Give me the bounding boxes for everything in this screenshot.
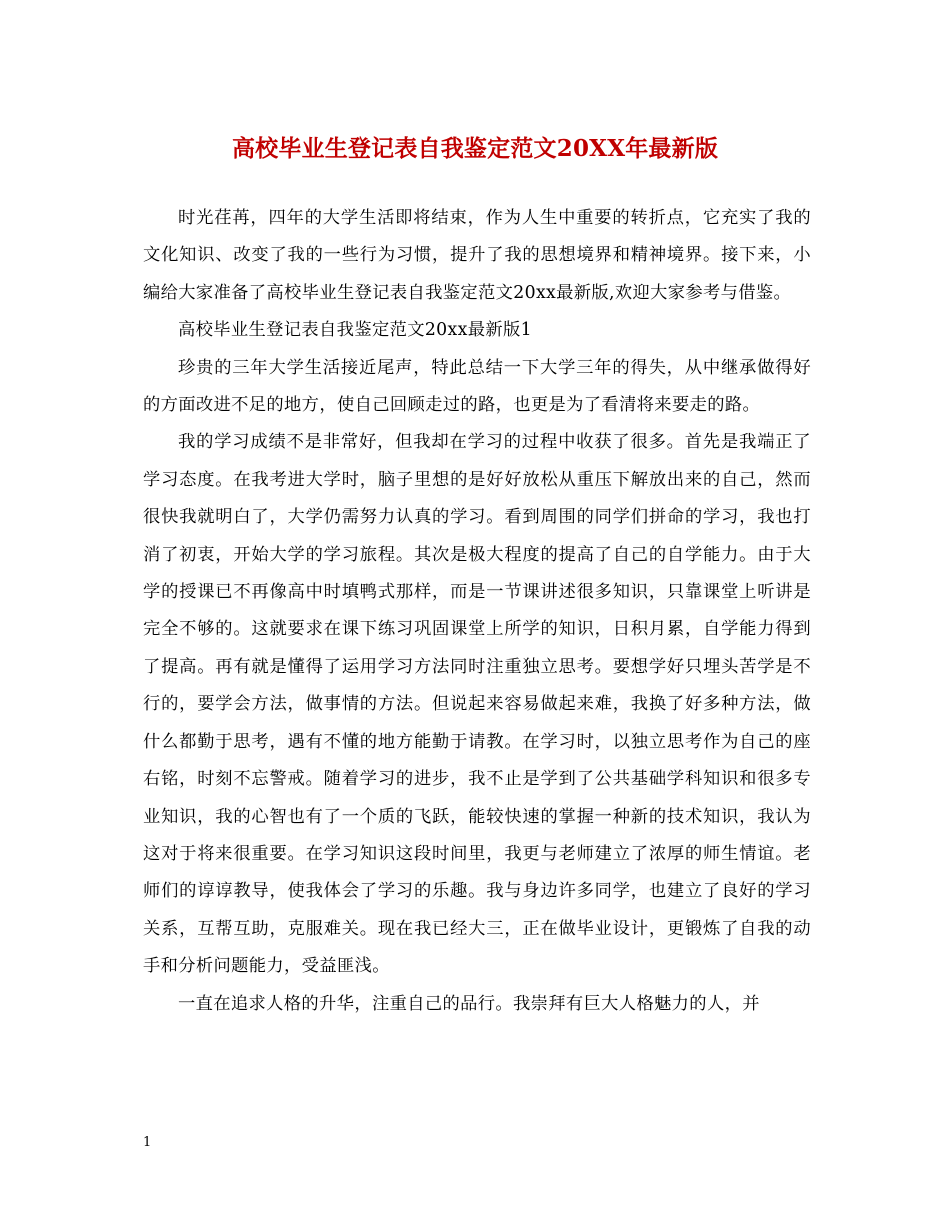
- paragraph-summary: 珍贵的三年大学生活接近尾声，特此总结一下大学三年的得失，从中继承做得好的方面改进不足的地方，使自己回顾走过的路，也更是为了看清将来要走的路。: [143, 357, 811, 416]
- paragraph-character: 一直在追求人格的升华，注重自己的品行。我崇拜有巨大人格魅力的人，并: [178, 993, 760, 1014]
- paragraph-intro: 时光荏苒，四年的大学生活即将结束，作为人生中重要的转折点，它充实了我的文化知识、改变了我的一些行为习惯，提升了我的思想境界和精神境界。接下来，小编给大家准备了高校毕业生登记表自我鉴定范文20xx最新版,欢迎大家参考与借鉴。: [143, 208, 811, 303]
- paragraph-section-heading: 高校毕业生登记表自我鉴定范文20xx最新版1: [178, 320, 532, 341]
- paragraph-study: 我的学习成绩不是非常好，但我却在学习的过程中收获了很多。首先是我端正了学习态度。在我考进大学时，脑子里想的是好好放松从重压下解放出来的自己，然而很快我就明白了，大学仍需努力认真的学习。看到周围的同学们拼命的学习，我也打消了初衷，开始大学的学习旅程。其次是极大程度的提高了自己的自学能力。由于大学的授课已不再像高中时填鸭式那样，而是一节课讲述很多知识，只靠课堂上听讲是完全不够的。这就要求在课下练习巩固课堂上所学的知识，日积月累，自学能力得到了提高。再有就是懂得了运用学习方法同时注重独立思考。要想学好只埋头苦学是不行的，要学会方法，做事情的方法。但说起来容易做起来难，我换了好多种方法，做什么都勤于思考，遇有不懂的地方能勤于请教。在学习时，以独立思考作为自己的座右铭，时刻不忘警戒。随着学习的进步，我不止是学到了公共基础学科知识和很多专业知识，我的心智也有了一个质的飞跃，能较快速的掌握一种新的技术知识，我认为这对于将来很重要。在学习知识这段时间里，我更与老师建立了浓厚的师生情谊。老师们的谆谆教导，使我体会了学习的乐趣。我与身边许多同学，也建立了良好的学习关系，互帮互助，克服难关。现在我已经大三，正在做毕业设计，更锻炼了自我的动手和分析问题能力，受益匪浅。: [143, 432, 811, 977]
- document-title: 高校毕业生登记表自我鉴定范文20XX年最新版: [231, 135, 719, 162]
- page-number: 1: [143, 1135, 152, 1150]
- document-body: [143, 200, 811, 1023]
